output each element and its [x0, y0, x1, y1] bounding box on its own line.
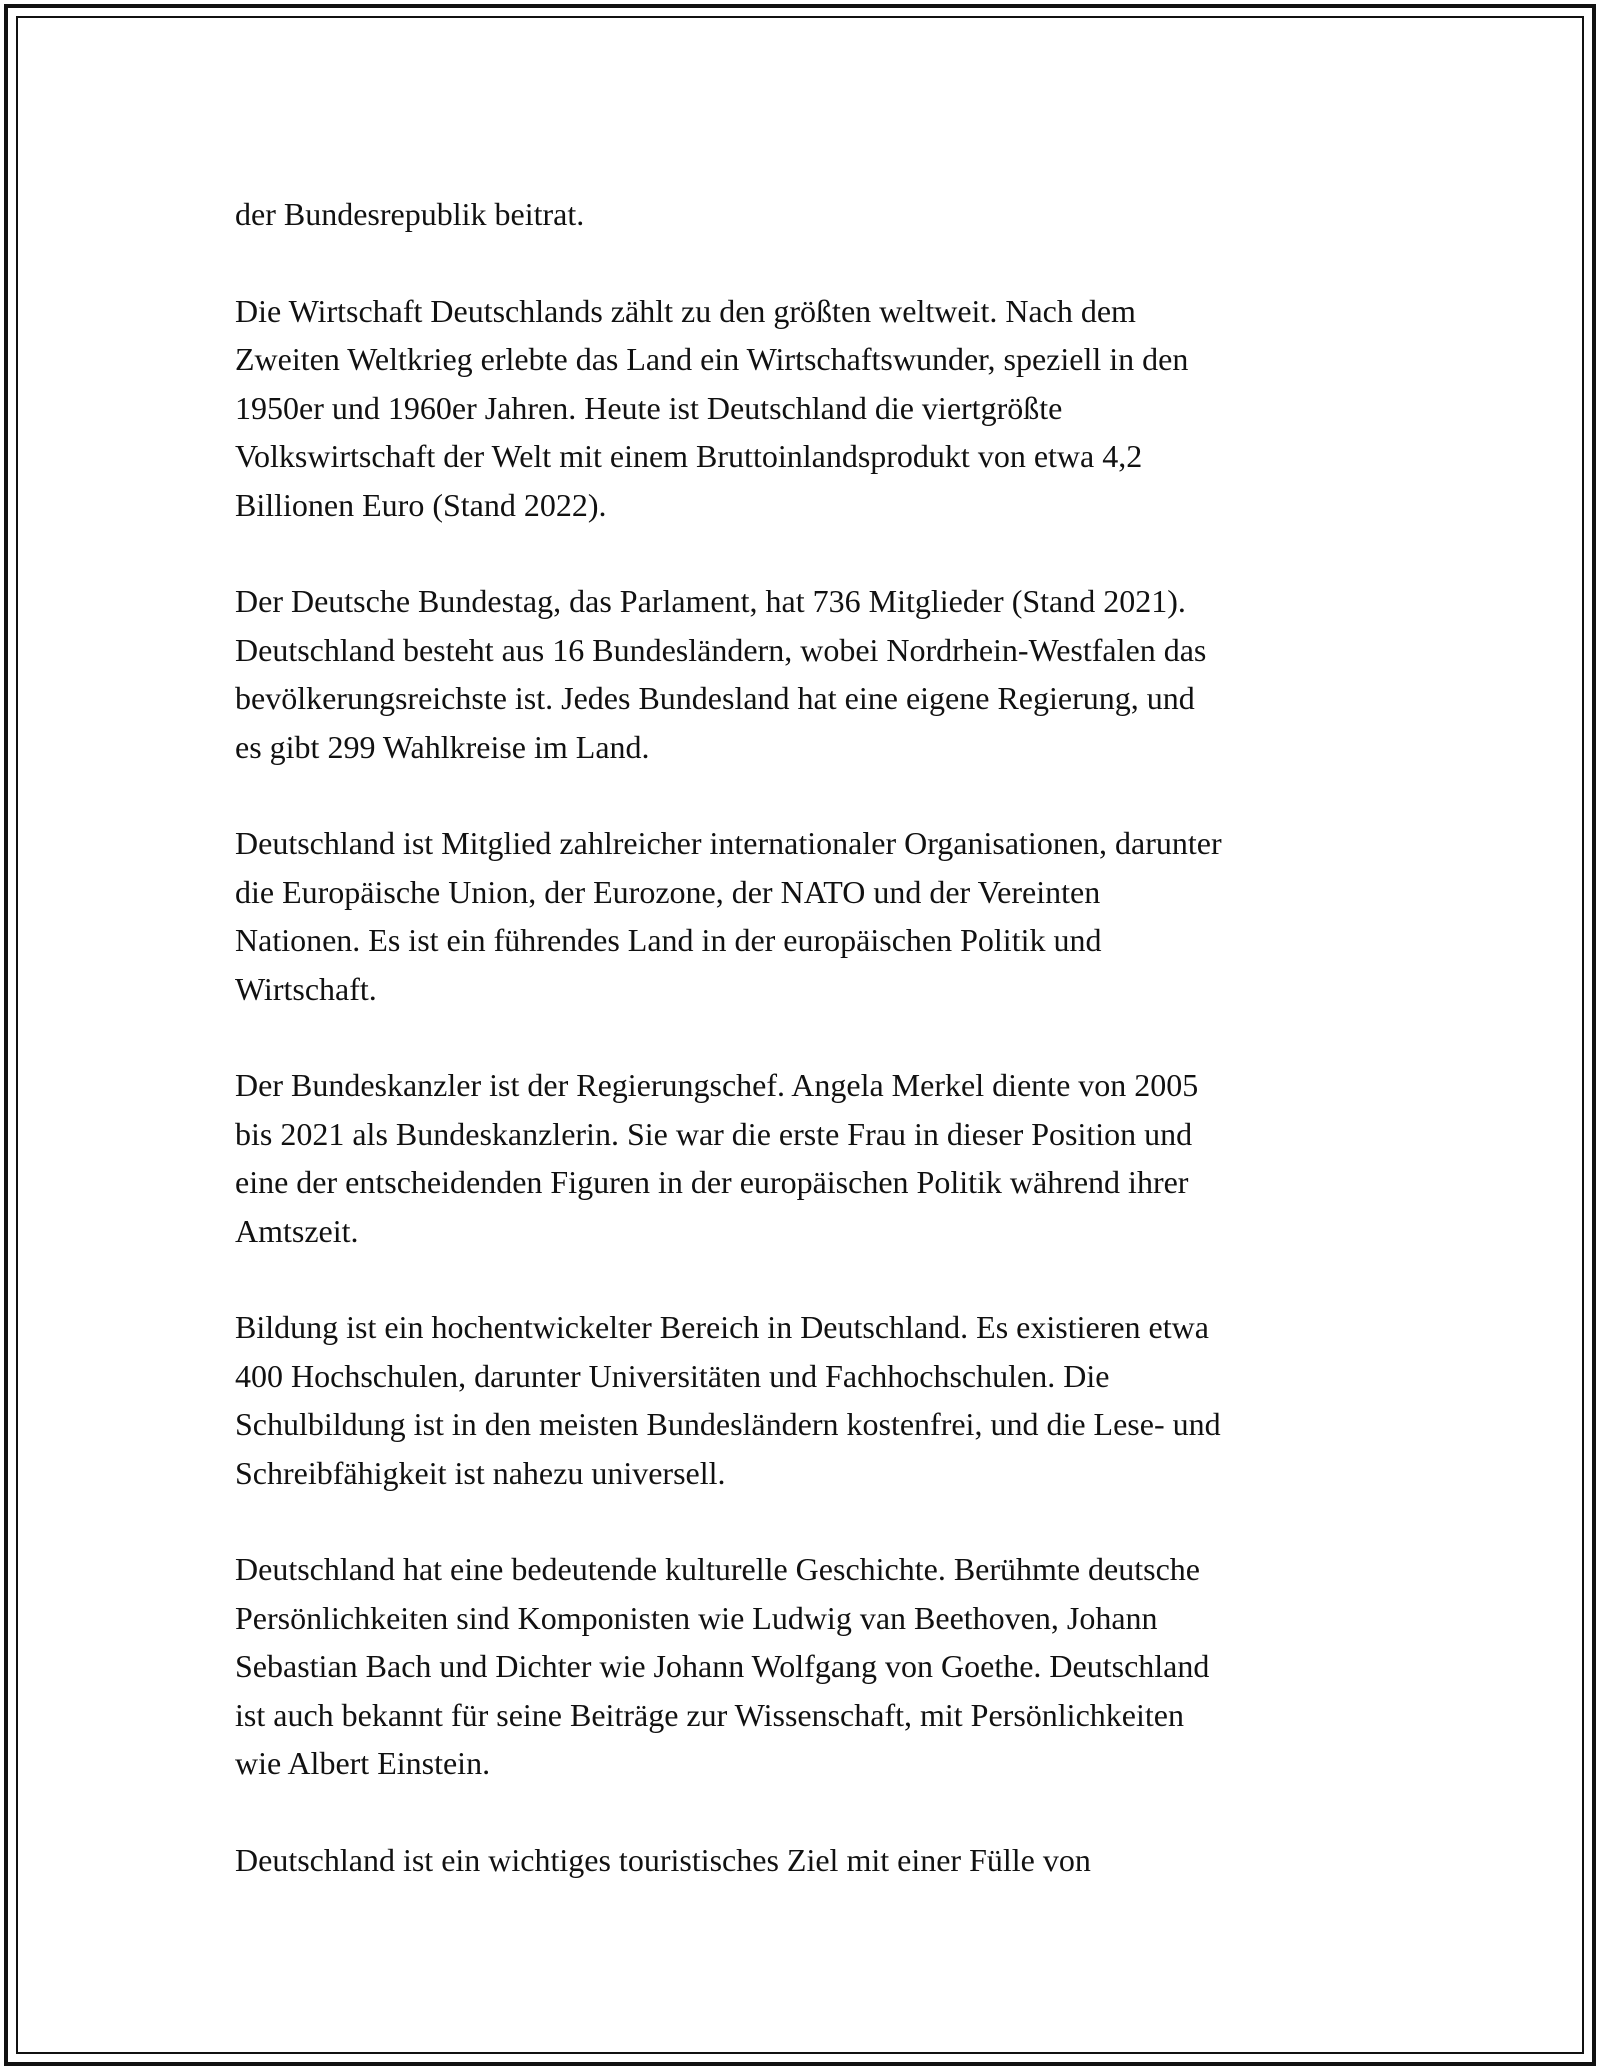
text-line: es gibt 299 Wahlkreise im Land.: [235, 728, 650, 765]
paragraph-3: [235, 577, 1415, 771]
text-line: Bildung ist ein hochentwickelter Bereich in Deutschland. Es existieren etwa: [235, 1309, 1209, 1345]
text-line: Die Wirtschaft Deutschlands zählt zu den größten weltweit. Nach dem: [235, 292, 1136, 329]
text-line: Schreibfähigkeit ist nahezu universell.: [235, 1454, 726, 1491]
text-line: Deutschland besteht aus 16 Bundesländern, wobei Nordrhein-Westfalen das: [235, 631, 1207, 668]
text-line: bis 2021 als Bundeskanzlerin. Sie war die erste Frau in dieser Position und: [235, 1115, 1193, 1152]
text-line: eine der entscheidenden Figuren in der europäischen Politik während ihrer: [235, 1164, 1189, 1200]
text-line: Nationen. Es ist ein führendes Land in der europäischen Politik und: [235, 922, 1102, 958]
paragraph-2: [235, 287, 1415, 530]
text-line: Billionen Euro (Stand 2022).: [235, 486, 607, 523]
text-line: Wirtschaft.: [235, 970, 377, 1007]
text-line: Persönlichkeiten sind Komponisten wie Ludwig van Beethoven, Johann: [235, 1599, 1158, 1636]
text-line: Sebastian Bach und Dichter wie Johann Wolfgang von Goethe. Deutschland: [235, 1648, 1210, 1684]
text-line: die Europäische Union, der Eurozone, der NATO und der Vereinten: [235, 873, 1101, 910]
text-line: Zweiten Weltkrieg erlebte das Land ein Wirtschaftswunder, speziell in den: [235, 341, 1189, 377]
text-line: Volkswirtschaft der Welt mit einem Bruttoinlandsprodukt von etwa 4,2: [235, 438, 1143, 474]
paragraph-1: [235, 190, 1415, 239]
text-line: Amtszeit.: [235, 1212, 359, 1249]
text-line: bevölkerungsreichste ist. Jedes Bundesland hat eine eigene Regierung, und: [235, 680, 1195, 716]
text-line: ist auch bekannt für seine Beiträge zur Wissenschaft, mit Persönlichkeiten: [235, 1696, 1184, 1733]
paragraph-4: [235, 819, 1415, 1013]
text-line: Der Deutsche Bundestag, das Parlament, hat 736 Mitglieder (Stand 2021).: [235, 583, 1186, 619]
paragraph-5: [235, 1061, 1415, 1255]
text-line: Deutschland ist ein wichtiges touristisches Ziel mit einer Fülle von: [235, 1841, 1091, 1878]
text-line: Der Bundeskanzler ist der Regierungschef. Angela Merkel diente von 2005: [235, 1067, 1199, 1103]
text-line: Schulbildung ist in den meisten Bundesländern kostenfrei, und die Lese- und: [235, 1406, 1221, 1442]
text-line: 400 Hochschulen, darunter Universitäten und Fachhochschulen. Die: [235, 1357, 1110, 1394]
document-body: [235, 190, 1415, 1932]
text-line: 1950er und 1960er Jahren. Heute ist Deutschland die viertgrößte: [235, 389, 1063, 426]
paragraph-6: [235, 1303, 1415, 1497]
paragraph-7: [235, 1545, 1415, 1788]
text-line: wie Albert Einstein.: [235, 1745, 491, 1781]
text-line: Deutschland ist Mitglied zahlreicher internationaler Organisationen, darunter: [235, 825, 1222, 861]
text-line: Deutschland hat eine bedeutende kulturelle Geschichte. Berühmte deutsche: [235, 1551, 1200, 1587]
text-line: der Bundesrepublik beitrat.: [235, 196, 585, 232]
paragraph-8: [235, 1836, 1415, 1885]
